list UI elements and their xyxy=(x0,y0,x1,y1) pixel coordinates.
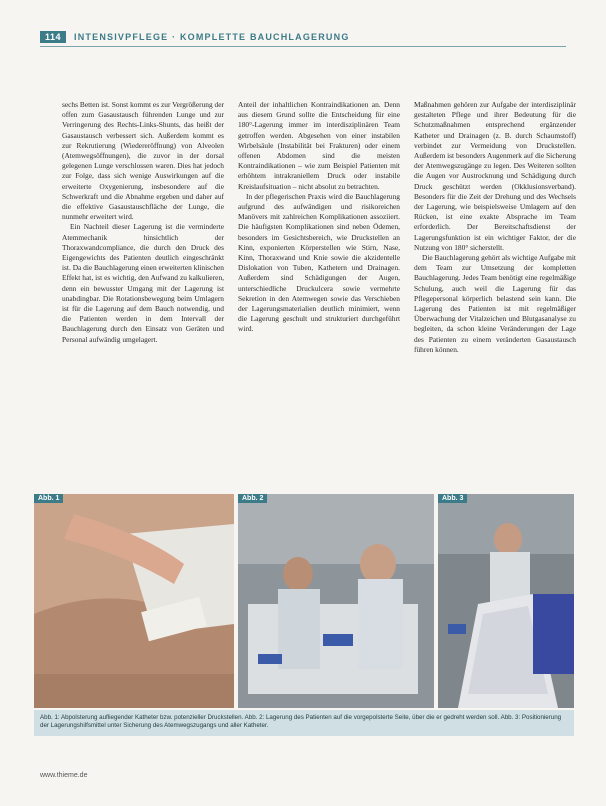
paragraph: sechs Betten ist. Sonst kommt es zur Vergrößerung der offen zum Gasaustausch führenden Lunge und zur Verringerung des Rechts-Links-Shunts, das heißt der Gasaustausch verbessert sich. Außerdem kommt es zur Rekrutierung (Wiedereröffnung) von Alveolen (Atemwegsöffnungen), die zuvor in der dorsal gelegenen Lunge verschlossen waren. Dies hat jedoch zur Folge, dass sich wenige Auswirkungen auf die erweiterte Oxygenierung, insbesondere auf die Schwerkraft und die Abnahme ergeben und daher auf die effektive Gasaustauschfläche der Lunge, die nunmehr erweitert wird. xyxy=(62,100,224,222)
body-text xyxy=(62,100,576,492)
paragraph: Die Bauchlagerung gehört als wichtige Aufgabe mit dem Team zur Umsetzung der kompletten Bauchlagerung. Jedes Team benötigt eine regelmäßige Schulung, auch weil die Lagerung für das Pflegepersonal körperlich belastend sein kann. Die Lagerung des Patienten ist mit regelmäßiger Überwachung der Vitalzeichen und Blutgasanalyse zu begleiten, da schon kleine Veränderungen der Lage des Patienten zu einem veränderten Gasaustausch führen können. xyxy=(414,253,576,354)
header-rule xyxy=(40,46,566,47)
running-head: INTENSIVPFLEGE · KOMPLETTE BAUCHLAGERUNG xyxy=(74,32,350,42)
paragraph: Maßnahmen gehören zur Aufgabe der interdisziplinär gestalteten Pflege und ihrer Bedeutung für die Schutzmaßnahmen entsprechend ergänzender Katheter und Drainagen (z. B. durch Schaumstoff) verbindet zur Vermeidung von Druckstellen. Außerdem ist besonders Augenmerk auf die Sicherung der Atemwegszugänge zu legen. Des Weiteren sollten die Augen vor Austrocknung und Schädigung durch Druck geschützt werden (Okklusionsverband). Besonders für die Zeit der Drehung und des Wechsels der Lagerung, wie beispielsweise Umlagern auf den Rücken, ist eine exakte Absprache im Team erforderlich. Der Bereitschaftsdienst der Lagerungsfunktion ist ein wichtiger Faktor, der die Nutzung von 180° sicherstellt. xyxy=(414,100,576,252)
text-column-2 xyxy=(238,100,400,492)
figure-2-photo xyxy=(238,494,434,708)
paragraph: Anteil der inhaltlichen Kontraindikationen an. Denn aus diesem Grund sollte die Entscheidung für eine 180°-Lagerung immer im interdisziplinären Team getroffen werden. Abgesehen von einer instabilen Wirbelsäule (Instabilität bei Frakturen) oder einem offenen Abdomen sind die meisten Kontraindikationen – wie zum Beispiel Patienten mit erhöhtem intrakraniellem Druck oder instabile Kreislaufsituation – nicht absolut zu betrachten. xyxy=(238,100,400,191)
figure-1-photo xyxy=(34,494,234,708)
figure-row xyxy=(34,494,574,708)
page-number: 114 xyxy=(40,31,66,43)
paragraph: Ein Nachteil dieser Lagerung ist die verminderte Atemmechanik hinsichtlich der Thoraxwandcompliance, die durch den Druck des Eigengewichts des Patienten deutlich eingeschränkt ist. Da die Bauchlagerung einen erweiterten klinischen Effekt hat, ist es wichtig, den Aufwand zu kalkulieren, denn ein bewusster Umgang mit der Lagerung ist unabdingbar. Die Rotationsbewegung beim Umlagern ist für die Lagerung auf dem Bauch notwendig, und die Patienten werden in dem Intervall der Bauchlagerung durch den Einsatz von Geräten und Personal aufwändig umgelagert. xyxy=(62,222,224,344)
footer-url: www.thieme.de xyxy=(40,772,88,779)
figure-label: Abb. 1 xyxy=(34,494,63,503)
figure-3-photo xyxy=(438,494,574,708)
figure-3 xyxy=(438,494,574,708)
figure-caption: Abb. 1: Abpolsterung aufliegender Katheter bzw. potenzieller Druckstellen. Abb. 2: Lagerung des Patienten auf die vorgepolsterte Seite, über die er gedreht werden soll. Abb. 3: Positionierung der Lagerungshilfsmittel unter Sicherung des Atemwegszugangs und aller Katheter. xyxy=(34,710,574,736)
paragraph: In der pflegerischen Praxis wird die Bauchlagerung aufgrund des aufwändigen und risikoreichen Manövers mit zahlreichen Komplikationen assoziiert. Die häufigsten Komplikationen sind neben Ödemen, besonders im Gesichtsbereich, wie Druckstellen an Kinn, exponierten Körperstellen wie Stirn, Nase, Kinn, Thoraxwand und Knie sowie die akzidentelle Dislokation von Tuben, Kathetern und Drainagen. Außerdem sind Schädigungen der Augen, unterschiedliche Druckulcera sowie vermehrte Sekretion in den Atemwegen sowie das Verschieben der Lagerungsmaterialien deutlich minimiert, wenn die Lagerung geschult und strukturiert durchgeführt wird. xyxy=(238,191,400,334)
page-header xyxy=(40,30,566,44)
figure-label: Abb. 3 xyxy=(438,494,467,503)
text-column-3 xyxy=(414,100,576,492)
figure-label: Abb. 2 xyxy=(238,494,267,503)
figure-2 xyxy=(238,494,434,708)
text-column-1 xyxy=(62,100,224,492)
figure-1 xyxy=(34,494,234,708)
